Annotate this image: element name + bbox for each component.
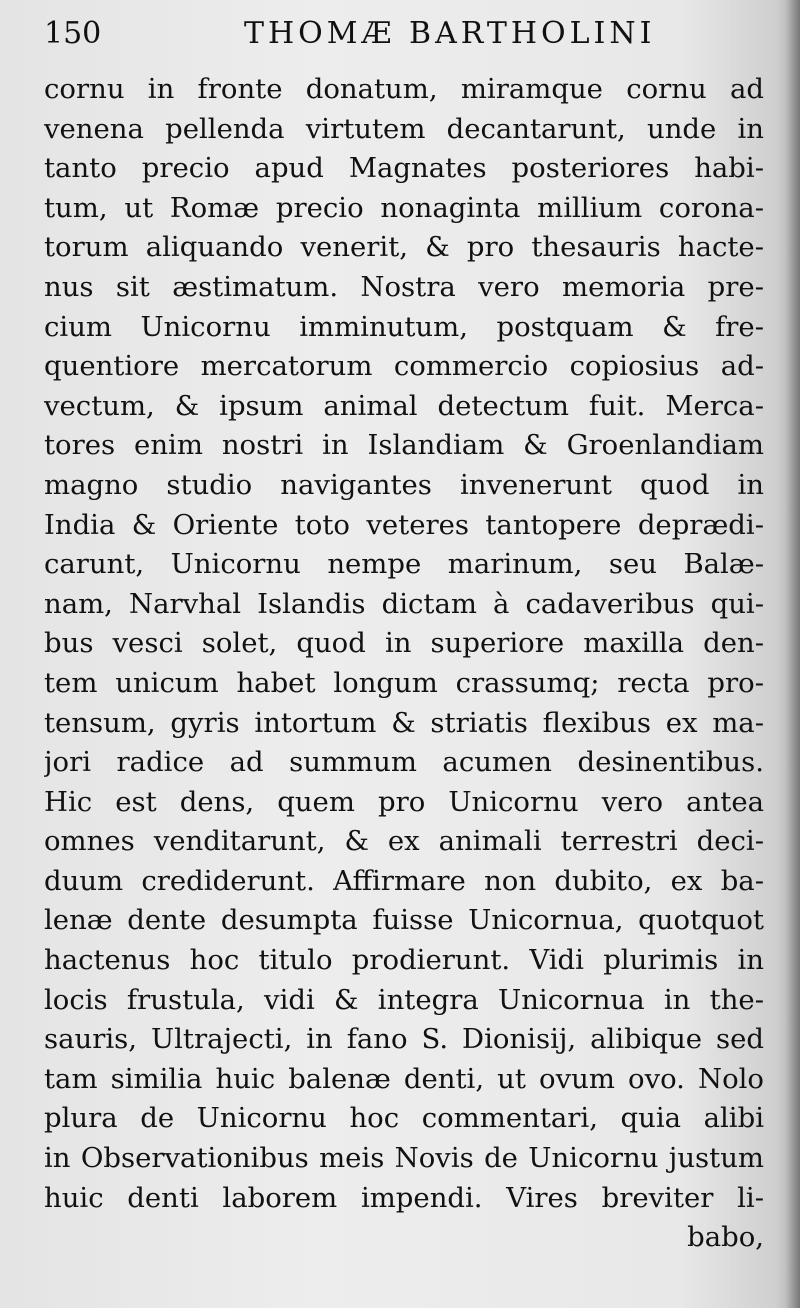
page-gutter-shadow (786, 0, 800, 1308)
text-line: jori radice ad summum acumen desinentibus. (44, 746, 764, 779)
text-line: magno studio navigantes invenerunt quod in (44, 468, 764, 501)
text-line: tum, ut Romæ precio nonaginta millium corona- (44, 191, 764, 224)
text-line: cium Unicornu imminutum, postquam & fre- (44, 310, 764, 343)
text-line: tam similia huic balenæ denti, ut ovum ovo. Nolo (44, 1062, 764, 1095)
text-line: cornu in fronte donatum, miramque cornu ad (44, 73, 764, 105)
text-line: sauris, Ultrajecti, in fano S. Dionisij, alibique sed (44, 1023, 764, 1056)
page-number: 150 (44, 16, 102, 51)
text-line: duum crediderunt. Affirmare non dubito, ex ba- (44, 864, 764, 897)
text-line: carunt, Unicornu nempe marinum, seu Balæ- (44, 548, 764, 581)
text-line: Hic est dens, quem pro Unicornu vero antea (44, 785, 764, 818)
text-line: nam, Narvhal Islandis dictam à cadaveribus qui- (44, 587, 764, 620)
text-line: quentiore mercatorum commercio copiosius ad- (44, 350, 764, 383)
running-title: THOMÆ BARTHOLINI (244, 16, 656, 51)
text-line: bus vesci solet, quod in superiore maxilla den- (44, 627, 764, 660)
text-line: venena pellenda virtutem decantarunt, unde in (44, 112, 764, 145)
text-line: huic denti laborem impendi. Vires breviter li- (44, 1181, 764, 1214)
page-header (44, 14, 744, 54)
text-line: hactenus hoc titulo prodierunt. Vidi plurimis in (44, 944, 764, 977)
text-line: lenæ dente desumpta fuisse Unicornua, quotquot (44, 904, 764, 937)
text-line: vectum, & ipsum animal detectum fuit. Merca- (44, 389, 764, 422)
text-line: tem unicum habet longum crassumq; recta pro- (44, 666, 764, 699)
text-line: tores enim nostri in Islandiam & Groenlandiam (44, 429, 764, 462)
text-line: tanto precio apud Magnates posteriores habi- (44, 152, 764, 185)
text-line: plura de Unicornu hoc commentari, quia alibi (44, 1102, 764, 1135)
text-line: omnes venditarunt, & ex animali terrestri deci- (44, 825, 764, 858)
body-text (44, 70, 764, 1258)
text-line: torum aliquando venerit, & pro thesauris hacte- (44, 231, 764, 264)
text-line: locis frustula, vidi & integra Unicornua in the- (44, 983, 764, 1016)
text-line: India & Oriente toto veteres tantopere deprædi- (44, 508, 764, 541)
text-line-catchword: babo, (687, 1221, 764, 1254)
text-line: in Observationibus meis Novis de Unicornu justum (44, 1142, 764, 1175)
text-line: nus sit æstimatum. Nostra vero memoria pre- (44, 270, 764, 303)
text-line: tensum, gyris intortum & striatis flexibus ex ma- (44, 706, 764, 739)
